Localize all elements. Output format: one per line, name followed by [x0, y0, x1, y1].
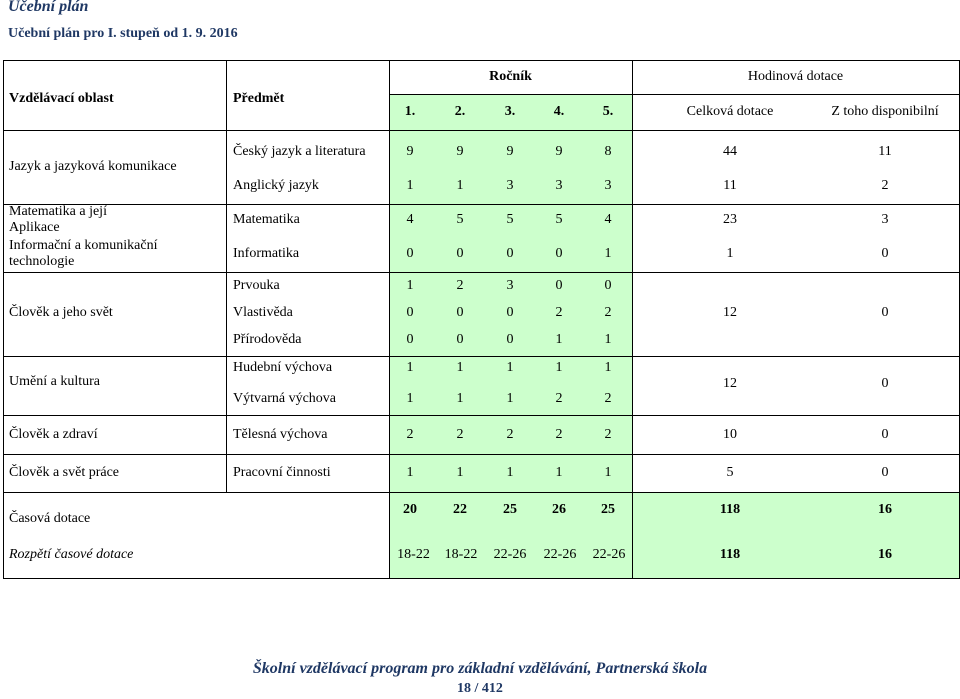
grade-value: 22 — [453, 502, 467, 517]
rozpeti-label: Rozpětí časové dotace — [9, 547, 134, 562]
header-subject: Předmět — [233, 91, 285, 106]
grade-value: 1 — [456, 465, 464, 480]
grade-value: 0 — [506, 246, 514, 261]
grade-value: 1 — [555, 465, 563, 480]
grade-value: 9 — [506, 144, 514, 159]
subject-name: Matematika — [233, 212, 300, 227]
subject-name: Prvouka — [233, 278, 280, 293]
total-value: 118 — [719, 547, 741, 562]
disp-value: 0 — [881, 376, 889, 391]
grade-value: 1 — [506, 465, 514, 480]
disp-value: 0 — [881, 465, 889, 480]
disp-value: 0 — [881, 305, 889, 320]
area-prace: Člověk a svět práce — [9, 465, 120, 480]
grade-value: 0 — [555, 246, 563, 261]
grade-value: 1 — [604, 332, 612, 347]
grade-value: 1 — [555, 332, 563, 347]
grade-value: 18-22 — [397, 547, 430, 562]
grade-value: 22-26 — [592, 547, 626, 562]
grade-value: 26 — [552, 502, 566, 517]
grade-value: 3 — [506, 178, 514, 193]
total-value: 12 — [723, 376, 737, 391]
page-number: 18 / 412 — [457, 681, 503, 696]
total-value: 5 — [726, 465, 734, 480]
grade-value: 0 — [555, 278, 563, 293]
grade-value: 1 — [406, 391, 414, 406]
grade-value: 0 — [456, 305, 464, 320]
grade-value: 2 — [456, 278, 464, 293]
disp-value: 0 — [881, 427, 889, 442]
total-value: 44 — [723, 144, 737, 159]
grade-value: 2 — [555, 305, 563, 320]
subject-name: Vlastivěda — [233, 305, 293, 320]
header-grade-1: 1. — [404, 104, 416, 119]
subject-name: Přírodověda — [233, 332, 302, 347]
grade-value: 2 — [406, 427, 414, 442]
subject-name: Hudební výchova — [233, 360, 333, 375]
grade-value: 4 — [604, 212, 612, 227]
header-grade-4: 4. — [553, 104, 565, 119]
subject-name: Anglický jazyk — [233, 178, 319, 193]
grade-value: 2 — [604, 305, 612, 320]
grade-value: 0 — [406, 332, 414, 347]
total-value: 11 — [723, 178, 737, 193]
grade-value: 0 — [456, 246, 464, 261]
grade-value: 1 — [456, 178, 464, 193]
area-jazyk: Jazyk a jazyková komunikace — [9, 159, 177, 174]
grade-value: 5 — [506, 212, 514, 227]
total-value: 10 — [723, 427, 737, 442]
header-grade-2: 2. — [454, 104, 466, 119]
grade-value: 1 — [555, 360, 563, 375]
total-value: 12 — [723, 305, 737, 320]
subject-name: Pracovní činnosti — [233, 465, 331, 480]
header-hodinova: Hodinová dotace — [747, 69, 844, 84]
grade-value: 8 — [604, 144, 612, 159]
grade-value: 0 — [406, 305, 414, 320]
footer-text: Školní vzdělávací program pro základní vzdělávání, Partnerská škola — [252, 660, 708, 677]
grade-value: 0 — [456, 332, 464, 347]
subject-name: Tělesná výchova — [233, 427, 328, 442]
grade-value: 1 — [406, 360, 414, 375]
total-value: 23 — [723, 212, 737, 227]
grade-value: 25 — [601, 502, 615, 517]
grade-value: 1 — [456, 360, 464, 375]
grade-value: 0 — [604, 278, 612, 293]
total-value: 118 — [719, 502, 741, 517]
grade-value: 1 — [604, 360, 612, 375]
grade-value: 18-22 — [444, 547, 478, 562]
grade-value: 0 — [506, 305, 514, 320]
area-zdravi: Člověk a zdraví — [9, 427, 98, 442]
grade-value: 1 — [506, 360, 514, 375]
casova-label: Časová dotace — [9, 511, 91, 526]
grade-value: 5 — [456, 212, 464, 227]
grade-value: 2 — [604, 427, 612, 442]
subject-name: Výtvarná výchova — [233, 391, 337, 406]
grade-value: 2 — [555, 391, 563, 406]
grade-value: 25 — [503, 502, 517, 517]
page-subtitle: Učební plán pro I. stupeň od 1. 9. 2016 — [8, 26, 238, 41]
subject-name: Český jazyk a literatura — [233, 144, 366, 159]
grade-value: 2 — [604, 391, 612, 406]
grade-value: 3 — [604, 178, 612, 193]
grade-value: 1 — [604, 465, 612, 480]
grade-value: 1 — [604, 246, 612, 261]
grade-value: 1 — [406, 178, 414, 193]
header-area: Vzdělávací oblast — [9, 91, 114, 106]
page-title: Učební plán — [8, 0, 89, 15]
grade-value: 22-26 — [543, 547, 577, 562]
grade-value: 22-26 — [493, 547, 527, 562]
grade-value: 0 — [406, 246, 414, 261]
grade-value: 9 — [456, 144, 464, 159]
header-grade-5: 5. — [602, 104, 614, 119]
disp-value: 16 — [878, 502, 892, 517]
grade-value: 1 — [406, 465, 414, 480]
disp-value: 3 — [881, 212, 889, 227]
subject-name: Informatika — [233, 246, 300, 261]
header-rocnik: Ročník — [489, 69, 532, 84]
header-grade-3: 3. — [504, 104, 516, 119]
grade-value: 3 — [506, 278, 514, 293]
area-clovek-svet: Člověk a jeho svět — [9, 305, 113, 320]
grade-value: 2 — [506, 427, 514, 442]
grade-value: 3 — [555, 178, 563, 193]
grade-value: 2 — [555, 427, 563, 442]
grade-value: 1 — [406, 278, 414, 293]
disp-value: 2 — [881, 178, 889, 193]
disp-value: 11 — [878, 144, 892, 159]
grade-value: 9 — [406, 144, 414, 159]
grade-value: 1 — [506, 391, 514, 406]
grade-value: 4 — [406, 212, 414, 227]
disp-value: 0 — [881, 246, 889, 261]
disp-value: 16 — [878, 547, 892, 562]
grade-value: 1 — [456, 391, 464, 406]
area-umeni: Umění a kultura — [9, 374, 100, 389]
grade-value: 5 — [555, 212, 563, 227]
header-celkova: Celková dotace — [686, 104, 774, 119]
total-value: 1 — [726, 246, 734, 261]
grade-value: 0 — [506, 332, 514, 347]
area-informacni: Informační a komunikační technologie — [9, 238, 158, 269]
grade-value: 2 — [456, 427, 464, 442]
grade-value: 20 — [403, 502, 417, 517]
header-disponibilni: Z toho disponibilní — [831, 104, 939, 119]
grade-value: 9 — [555, 144, 563, 159]
area-matematika: Matematika a její Aplikace — [9, 204, 107, 235]
